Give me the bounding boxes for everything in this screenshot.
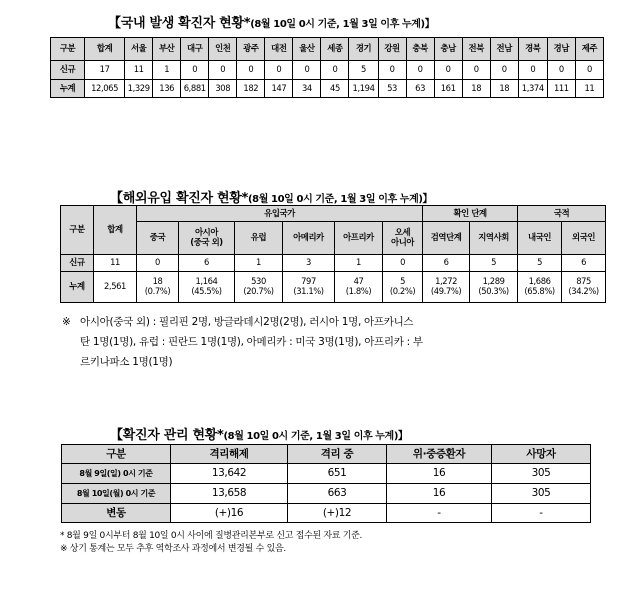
table-cell: 16 [387,464,492,484]
table-cell: 1,272 (49.7%) [423,272,470,303]
table-cell: 11 [125,61,153,80]
table-cell: 18 [462,80,490,98]
management-header-cell: 위·중증환자 [387,445,492,464]
table-cell: 5 (0.2%) [383,272,423,303]
overseas-title-main: 【해외유입 확진자 현황* [110,191,248,206]
overseas-new-row [61,255,606,272]
table-cell: 147 [265,80,293,98]
overseas-section-title [110,187,432,206]
table-cell: 0 [237,61,265,80]
domestic-new-row [51,61,604,80]
table-cell: 11 [94,255,137,272]
table-cell: 1,374 [518,80,547,98]
overseas-sub-header: 외국인 [562,222,606,255]
table-cell: 797 (31.1%) [283,272,335,303]
table-cell: 0 [265,61,293,80]
row-label: 누계 [61,272,94,303]
domestic-title-main: 【국내 발생 확진자 현황* [108,16,251,31]
row-label: 누계 [51,80,85,98]
overseas-cases-table [60,205,606,303]
table-cell: 0 [378,61,406,80]
table-cell: 0 [181,61,209,80]
row-label: 신규 [51,61,85,80]
table-cell: 3 [283,255,335,272]
table-cell: 6 [562,255,606,272]
footnote-mark: ※ [62,316,71,328]
table-cell: 5 [470,255,518,272]
table-cell: - [387,504,492,523]
management-title-sub: (8월 10일 0시 기준, 1월 3일 이후 누계)】 [223,431,408,442]
table-cell: 651 [288,464,387,484]
domestic-header-cell: 제주 [575,38,603,61]
domestic-header-cell: 세종 [321,38,349,61]
management-header-cell: 사망자 [492,445,591,464]
table-cell: - [492,504,591,523]
table-cell: 45 [321,80,349,98]
table-cell: 53 [378,80,406,98]
table-cell: 6,881 [181,80,209,98]
domestic-title-sub: (8월 10일 0시 기준, 1월 3일 이후 누계)】 [250,19,435,30]
table-cell: 13,642 [171,464,288,484]
management-title-main: 【확진자 관리 현황* [110,428,224,443]
table-cell: 663 [288,484,387,504]
domestic-header-row [51,38,604,61]
table-cell: 1 [153,61,181,80]
domestic-cum-row [51,80,604,98]
footnote-disclaimer: ※ 상기 통계는 모두 추후 역학조사 과정에서 변경될 수 있음. [60,544,286,554]
table-cell: 47 (1.8%) [335,272,383,303]
overseas-sub-header: 지역사회 [470,222,518,255]
table-cell: 0 [575,61,603,80]
domestic-header-cell: 경북 [518,38,547,61]
overseas-sub-header: 오세 아니아 [383,222,423,255]
table-cell: 1,686 (65.8%) [518,272,562,303]
table-cell: 0 [518,61,547,80]
overseas-sub-header: 내국인 [518,222,562,255]
table-cell: 1 [335,255,383,272]
table-cell: 0 [434,61,462,80]
overseas-sub-header: 유럽 [235,222,283,255]
table-cell: 12,065 [85,80,125,98]
table-cell: 0 [490,61,518,80]
overseas-cum-row [61,272,606,303]
table-cell: 5 [518,255,562,272]
table-cell: 136 [153,80,181,98]
domestic-header-cell: 경남 [547,38,575,61]
domestic-header-cell: 강원 [378,38,406,61]
table-cell: 182 [237,80,265,98]
table-cell: 1 [235,255,283,272]
domestic-header-cell: 합계 [85,38,125,61]
table-cell: 875 (34.2%) [562,272,606,303]
table-cell: 63 [406,80,434,98]
table-cell: 13,658 [171,484,288,504]
management-header-cell: 격리 중 [288,445,387,464]
footnote-line-1: 아시아(중국 외) : 필리핀 2명, 방글라데시2명(2명), 러시아 1명, 아프카니스 [80,316,414,328]
domestic-header-cell: 전북 [462,38,490,61]
footnote-data-basis: * 8월 9일 0시부터 8월 10일 0시 사이에 질병관리본부로 신고 접수된 자료 기준. [60,531,363,541]
management-header-cell: 구분 [62,445,171,464]
table-cell: 18 (0.7%) [137,272,179,303]
overseas-header-inflow: 유입국가 [137,206,423,222]
management-row [62,484,591,504]
overseas-sub-header-row [61,222,606,255]
management-change-row [62,504,591,523]
table-cell: 530 (20.7%) [235,272,283,303]
overseas-footnote [62,312,423,372]
domestic-header-cell: 서울 [125,38,153,61]
footnote-line-2: 탄 1명(1명), 유럽 : 핀란드 1명(1명), 아메리카 : 미국 3명(1명), 아프리카 : 부 [80,336,423,348]
table-cell: (+)16 [171,504,288,523]
domestic-header-cell: 부산 [153,38,181,61]
table-cell: 0 [137,255,179,272]
table-cell: 18 [490,80,518,98]
domestic-header-cell: 구분 [51,38,85,61]
table-cell: 17 [85,61,125,80]
domestic-header-cell: 인천 [209,38,237,61]
row-label: 신규 [61,255,94,272]
table-cell: 16 [387,484,492,504]
management-header-cell: 격리해제 [171,445,288,464]
domestic-header-cell: 충남 [434,38,462,61]
domestic-cases-table [50,37,604,98]
row-label: 8월 9일(일) 0시 기준 [62,464,171,484]
overseas-header-total: 합계 [94,206,137,255]
table-cell: 0 [406,61,434,80]
management-table [61,444,591,523]
table-cell: 0 [321,61,349,80]
table-cell: 305 [492,464,591,484]
table-cell: 1,329 [125,80,153,98]
table-cell: 111 [547,80,575,98]
overseas-sub-header: 아시아 (중국 외) [179,222,235,255]
table-cell: 2,561 [94,272,137,303]
table-cell: 161 [434,80,462,98]
overseas-header-category: 구분 [61,206,94,255]
table-cell: 6 [423,255,470,272]
table-cell: 0 [547,61,575,80]
domestic-header-cell: 대구 [181,38,209,61]
table-cell: 11 [575,80,603,98]
domestic-header-cell: 대전 [265,38,293,61]
row-label: 변동 [62,504,171,523]
overseas-sub-header: 검역단계 [423,222,470,255]
management-section-title [110,424,408,443]
overseas-sub-header: 아메리카 [283,222,335,255]
row-label: 8월 10일(월) 0시 기준 [62,484,171,504]
domestic-header-cell: 경기 [349,38,378,61]
table-cell: 1,289 (50.3%) [470,272,518,303]
table-cell: 0 [383,255,423,272]
table-cell: 0 [462,61,490,80]
domestic-header-cell: 광주 [237,38,265,61]
domestic-header-cell: 울산 [293,38,321,61]
table-cell: 0 [293,61,321,80]
domestic-header-cell: 전남 [490,38,518,61]
table-cell: 305 [492,484,591,504]
table-cell: (+)12 [288,504,387,523]
overseas-header-nationality: 국적 [518,206,606,222]
table-cell: 0 [209,61,237,80]
overseas-title-sub: (8월 10일 0시 기준, 1월 3일 이후 누계)】 [247,194,433,205]
table-cell: 1,194 [349,80,378,98]
overseas-header-stage: 확인 단계 [423,206,518,222]
table-cell: 6 [179,255,235,272]
overseas-sub-header: 중국 [137,222,179,255]
overseas-sub-header: 아프리카 [335,222,383,255]
table-cell: 34 [293,80,321,98]
management-header-row [62,445,591,464]
table-cell: 1,164 (45.5%) [179,272,235,303]
footnote-line-3: 르키나파소 1명(1명) [80,356,173,368]
domestic-section-title [108,12,434,31]
overseas-footnote-line [62,312,423,332]
table-cell: 5 [349,61,378,80]
table-cell: 308 [209,80,237,98]
overseas-group-header-row [61,206,606,222]
management-row [62,464,591,484]
domestic-header-cell: 충북 [406,38,434,61]
